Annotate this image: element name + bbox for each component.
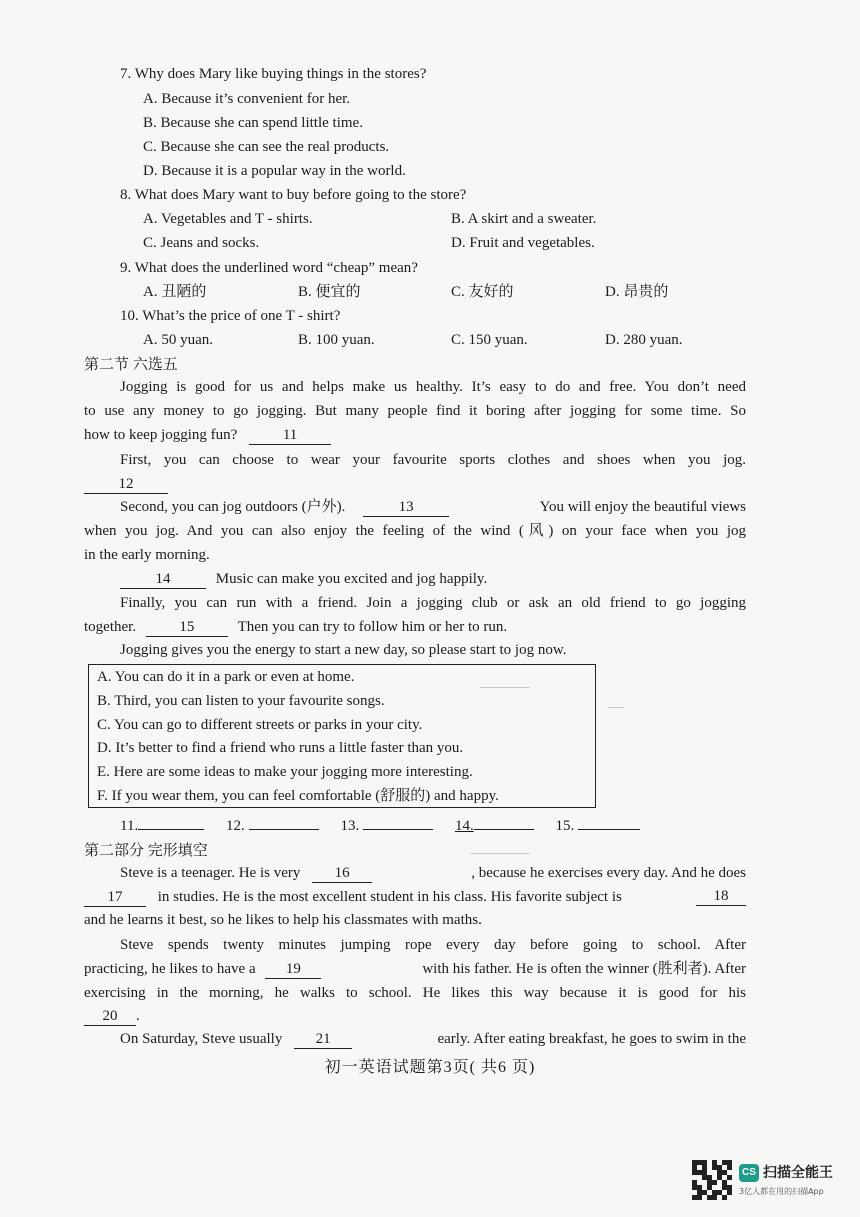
answer-14[interactable]: 14. <box>455 816 534 836</box>
box-option-a: A. You can do it in a park or even at home. <box>97 669 355 685</box>
question-7-option-d: D. Because it is a popular way in the world. <box>143 163 406 179</box>
passage-line: Steve is a teenager. He is very 16 , because he exercises every day. And he does <box>120 865 746 881</box>
qr-code-icon <box>692 1160 732 1200</box>
blank-14[interactable]: 14 <box>120 570 206 589</box>
question-8-option-a: A. Vegetables and T - shirts. <box>143 211 313 227</box>
passage-line: Jogging is good for us and helps make us healthy. It’s easy to do and free. You don’t need <box>120 379 746 395</box>
scan-mark <box>470 853 530 854</box>
page-footer: 初一英语试题第3页( 共6 页) <box>324 1059 536 1076</box>
box-option-e: E. Here are some ideas to make your jogging more interesting. <box>97 764 473 780</box>
question-8-option-b: B. A skirt and a sweater. <box>451 211 597 227</box>
question-9-option-c: C. 友好的 <box>451 284 514 300</box>
passage-line: in the early morning. <box>84 547 210 563</box>
cs-logo: CS <box>739 1164 759 1182</box>
question-8-option-d: D. Fruit and vegetables. <box>451 235 595 251</box>
blank-15[interactable]: 15 <box>146 618 228 637</box>
blank-21[interactable]: 21 <box>294 1030 352 1049</box>
passage-line: together. 15 Then you can try to follow him or her to run. <box>84 619 508 635</box>
answer-row <box>120 816 658 836</box>
passage-line: Second, you can jog outdoors (户外). 13 You will enjoy the beautiful views <box>120 499 746 515</box>
passage-line: exercising in the morning, he walks to school. He likes this way because it is good for his <box>84 985 746 1001</box>
answer-11[interactable]: 11. <box>120 816 204 836</box>
answer-12[interactable]: 12. <box>226 816 319 836</box>
question-10-option-b: B. 100 yuan. <box>298 332 375 348</box>
question-10-option-c: C. 150 yuan. <box>451 332 528 348</box>
question-10-stem: 10. What’s the price of one T - shirt? <box>120 308 341 324</box>
passage-line: On Saturday, Steve usually 21 early. After eating breakfast, he goes to swim in the <box>120 1031 746 1047</box>
passage-line: when you jog. And you can also enjoy the feeling of the wind (风) on your face when you jog <box>84 523 746 539</box>
question-10-option-d: D. 280 yuan. <box>605 332 683 348</box>
box-option-c: C. You can go to different streets or parks in your city. <box>97 717 423 733</box>
scan-mark <box>480 687 530 688</box>
passage-line: 20 . <box>84 1006 140 1026</box>
blank-17[interactable]: 17 <box>84 888 146 907</box>
watermark-subtitle: 3亿人都在用的扫描App <box>739 1187 824 1196</box>
section-heading-cloze: 第二部分 完形填空 <box>84 843 208 859</box>
passage-line <box>84 474 168 494</box>
question-9-option-a: A. 丑陋的 <box>143 284 207 300</box>
blank-12[interactable]: 12 <box>84 475 168 494</box>
passage-line: Jogging gives you the energy to start a new day, so please start to jog now. <box>120 642 567 658</box>
answer-13[interactable]: 13. <box>340 816 433 836</box>
question-9-option-b: B. 便宜的 <box>298 284 361 300</box>
blank-16[interactable]: 16 <box>312 864 372 883</box>
question-9-stem: 9. What does the underlined word “cheap” mean? <box>120 260 418 276</box>
section-heading-six-choose-five: 第二节 六选五 <box>84 357 178 373</box>
scan-mark <box>608 707 624 708</box>
passage-line: First, you can choose to wear your favourite sports clothes and shoes when you jog. <box>120 452 746 468</box>
question-9-option-d: D. 昂贵的 <box>605 284 669 300</box>
box-option-d: D. It’s better to find a friend who runs a little faster than you. <box>97 740 464 756</box>
passage-line: to use any money to go jogging. But many people find it boring after jogging for some time. So <box>84 403 746 419</box>
question-8-stem: 8. What does Mary want to buy before going to the store? <box>120 187 467 203</box>
question-7-stem: 7. Why does Mary like buying things in the stores? <box>120 66 427 82</box>
passage-line: practicing, he likes to have a 19 with his father. He is often the winner (胜利者). After <box>84 961 746 977</box>
box-option-f: F. If you wear them, you can feel comfortable (舒服的) and happy. <box>97 788 499 804</box>
blank-19[interactable]: 19 <box>265 960 321 979</box>
answer-15[interactable]: 15. <box>555 816 640 836</box>
watermark-title: 扫描全能王 <box>763 1165 833 1181</box>
question-8-option-c: C. Jeans and socks. <box>143 235 260 251</box>
passage-line: 14 Music can make you excited and jog happily. <box>120 569 487 589</box>
blank-18[interactable]: 18 <box>696 887 746 906</box>
scanner-watermark <box>692 1160 842 1204</box>
passage-line: and he learns it best, so he likes to help his classmates with maths. <box>84 912 482 928</box>
passage-line: Finally, you can run with a friend. Join a jogging club or ask an old friend to go jogging <box>120 595 746 611</box>
blank-11[interactable]: 11 <box>249 426 331 445</box>
blank-20[interactable]: 20 <box>84 1007 136 1026</box>
passage-line: how to keep jogging fun? 11 <box>84 425 331 445</box>
passage-line: Steve spends twenty minutes jumping rope every day before going to school. After <box>120 937 746 953</box>
question-7-option-c: C. Because she can see the real products. <box>143 139 390 155</box>
passage-line: 17 in studies. He is the most excellent student in his class. His favorite subject is 18 <box>84 887 746 907</box>
options-box <box>88 664 596 808</box>
box-option-b: B. Third, you can listen to your favourite songs. <box>97 693 385 709</box>
question-10-option-a: A. 50 yuan. <box>143 332 213 348</box>
question-7-option-b: B. Because she can spend little time. <box>143 115 363 131</box>
question-7-option-a: A. Because it’s convenient for her. <box>143 91 351 107</box>
blank-13[interactable]: 13 <box>363 498 449 517</box>
